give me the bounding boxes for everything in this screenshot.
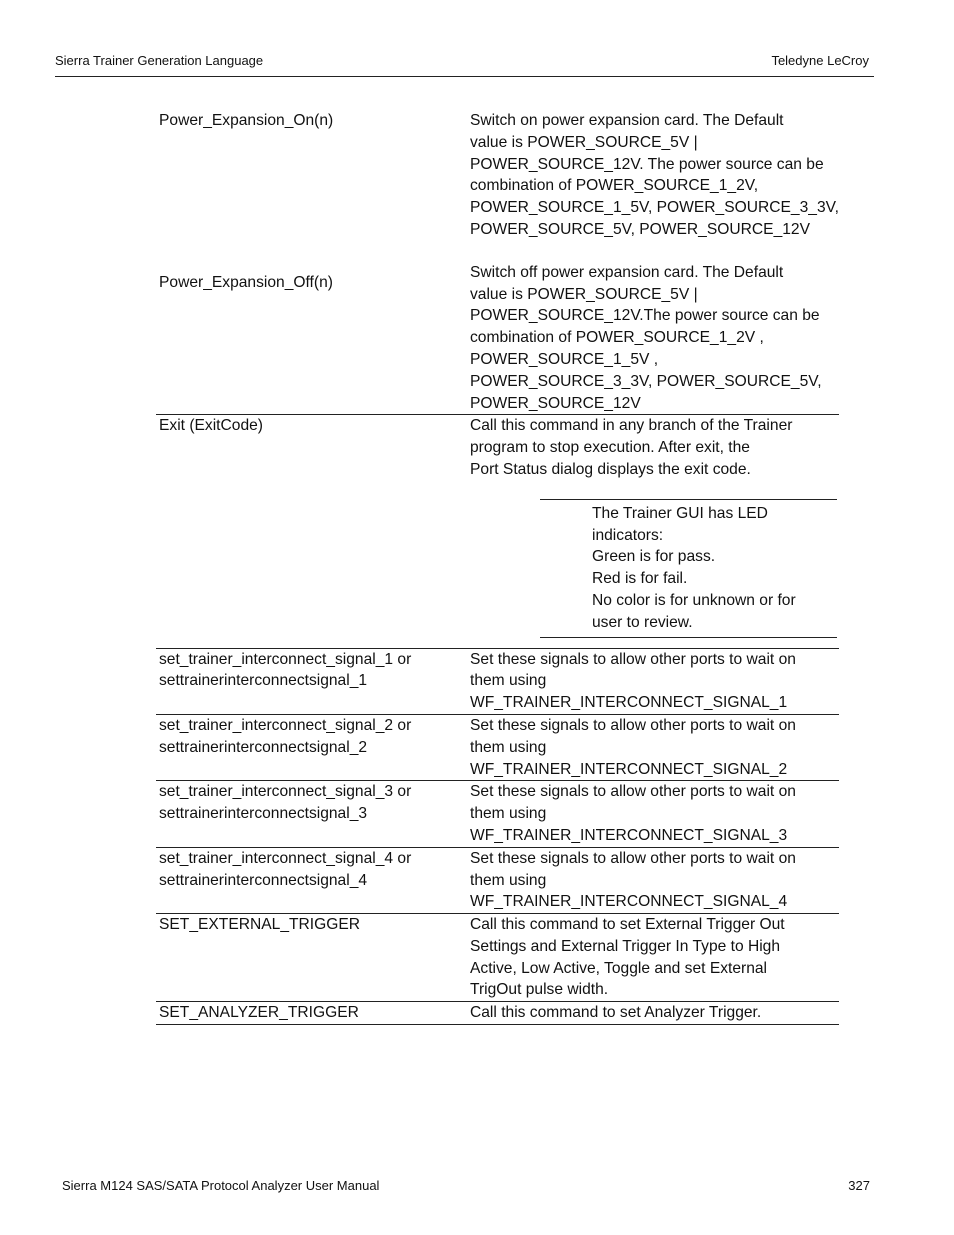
description-cell [470,848,839,913]
description-line: Call this command to set Analyzer Trigger. [470,1004,762,1022]
description-line: Call this command to set External Trigger Out [470,916,785,934]
description-line: POWER_SOURCE_1_5V , [470,350,659,368]
description-line: them using [470,672,547,690]
description-line: Switch on power expansion card. The Default [470,112,784,129]
command-cell [156,415,470,647]
table-row [156,262,839,415]
description-line: WF_TRAINER_INTERCONNECT_SIGNAL_4 [470,893,788,911]
note-line: No color is for unknown or for [592,591,796,609]
command-line: Power_Expansion_Off(n) [159,273,333,291]
note-line: user to review. [592,613,693,631]
description-cell [470,715,839,780]
table-row [156,1001,839,1025]
description-line: Set these signals to allow other ports to wait on [470,783,796,801]
table-row [156,714,839,780]
description-line: Set these signals to allow other ports to wait on [470,650,796,668]
command-cell [156,110,470,241]
command-cell [156,781,470,846]
command-cell [156,1002,470,1024]
description-line: combination of POWER_SOURCE_1_2V , [470,329,764,347]
description-line: Active, Low Active, Toggle and set External [470,959,768,977]
description-line: TrigOut pulse width. [470,981,609,999]
note-line: Red is for fail. [592,570,688,588]
command-line: SET_EXTERNAL_TRIGGER [159,916,361,934]
command-cell [156,914,470,1001]
command-cell [156,262,470,415]
description-line: POWER_SOURCE_1_5V, POWER_SOURCE_3_3V, [470,199,839,217]
table-row [156,648,839,714]
description-line: WF_TRAINER_INTERCONNECT_SIGNAL_1 [470,694,788,712]
command-line: settrainerinterconnectsignal_1 [159,672,368,690]
command-line: settrainerinterconnectsignal_3 [159,805,368,823]
note-line: The Trainer GUI has LED [592,504,768,522]
description-cell [470,110,839,241]
description-line: Port Status dialog displays the exit code. [470,460,751,478]
description-line: POWER_SOURCE_3_3V, POWER_SOURCE_5V, [470,372,822,390]
description-line: them using [470,738,547,756]
description-line: WF_TRAINER_INTERCONNECT_SIGNAL_3 [470,826,788,844]
table-row [156,847,839,913]
running-header-title: Sierra Trainer Generation Language [55,53,264,68]
description-line: value is POWER_SOURCE_5V | [470,133,698,151]
command-line: set_trainer_interconnect_signal_4 or [159,849,412,867]
header-divider [55,76,874,77]
command-line: Exit (ExitCode) [159,417,263,435]
description-line: Set these signals to allow other ports to wait on [470,849,796,867]
command-line: Power_Expansion_On(n) [159,112,334,129]
description-cell [470,415,839,647]
description-line: WF_TRAINER_INTERCONNECT_SIGNAL_2 [470,760,788,778]
description-line: them using [470,805,547,823]
description-line: them using [470,871,547,889]
table-row [156,780,839,846]
description-line: Settings and External Trigger In Type to High [470,937,781,955]
description-line: combination of POWER_SOURCE_1_2V, [470,177,759,195]
note-line: Green is for pass. [592,548,716,566]
command-line: SET_ANALYZER_TRIGGER [159,1004,359,1022]
running-footer-title: Sierra M124 SAS/SATA Protocol Analyzer User Manual [62,1178,380,1193]
description-cell [470,1002,839,1024]
command-line: settrainerinterconnectsignal_4 [159,871,368,889]
command-cell [156,715,470,780]
description-line: POWER_SOURCE_5V, POWER_SOURCE_12V [470,220,810,238]
description-line: POWER_SOURCE_12V. The power source can be [470,155,824,173]
page-number: 327 [848,1178,870,1193]
command-cell [156,649,470,714]
description-line: Call this command in any branch of the Trainer [470,417,793,435]
description-cell [470,781,839,846]
led-indicator-note [540,499,837,638]
description-line: program to stop execution. After exit, the [470,439,750,457]
table-row [156,414,839,647]
description-cell [470,914,839,1001]
description-line: Switch off power expansion card. The Default [470,263,784,281]
command-cell [156,848,470,913]
description-cell [470,262,839,415]
running-header-company: Teledyne LeCroy [771,53,869,68]
description-line: POWER_SOURCE_12V [470,394,641,412]
note-line: indicators: [592,526,664,544]
table-row [156,913,839,1001]
command-table [156,110,839,1025]
description-cell [470,649,839,714]
command-line: settrainerinterconnectsignal_2 [159,738,368,756]
description-line: value is POWER_SOURCE_5V | [470,285,698,303]
command-line: set_trainer_interconnect_signal_1 or [159,650,412,668]
description-line: Set these signals to allow other ports to wait on [470,716,796,734]
description-line: POWER_SOURCE_12V.The power source can be [470,307,820,325]
command-line: set_trainer_interconnect_signal_2 or [159,716,412,734]
command-line: set_trainer_interconnect_signal_3 or [159,783,412,801]
table-row [156,110,839,241]
